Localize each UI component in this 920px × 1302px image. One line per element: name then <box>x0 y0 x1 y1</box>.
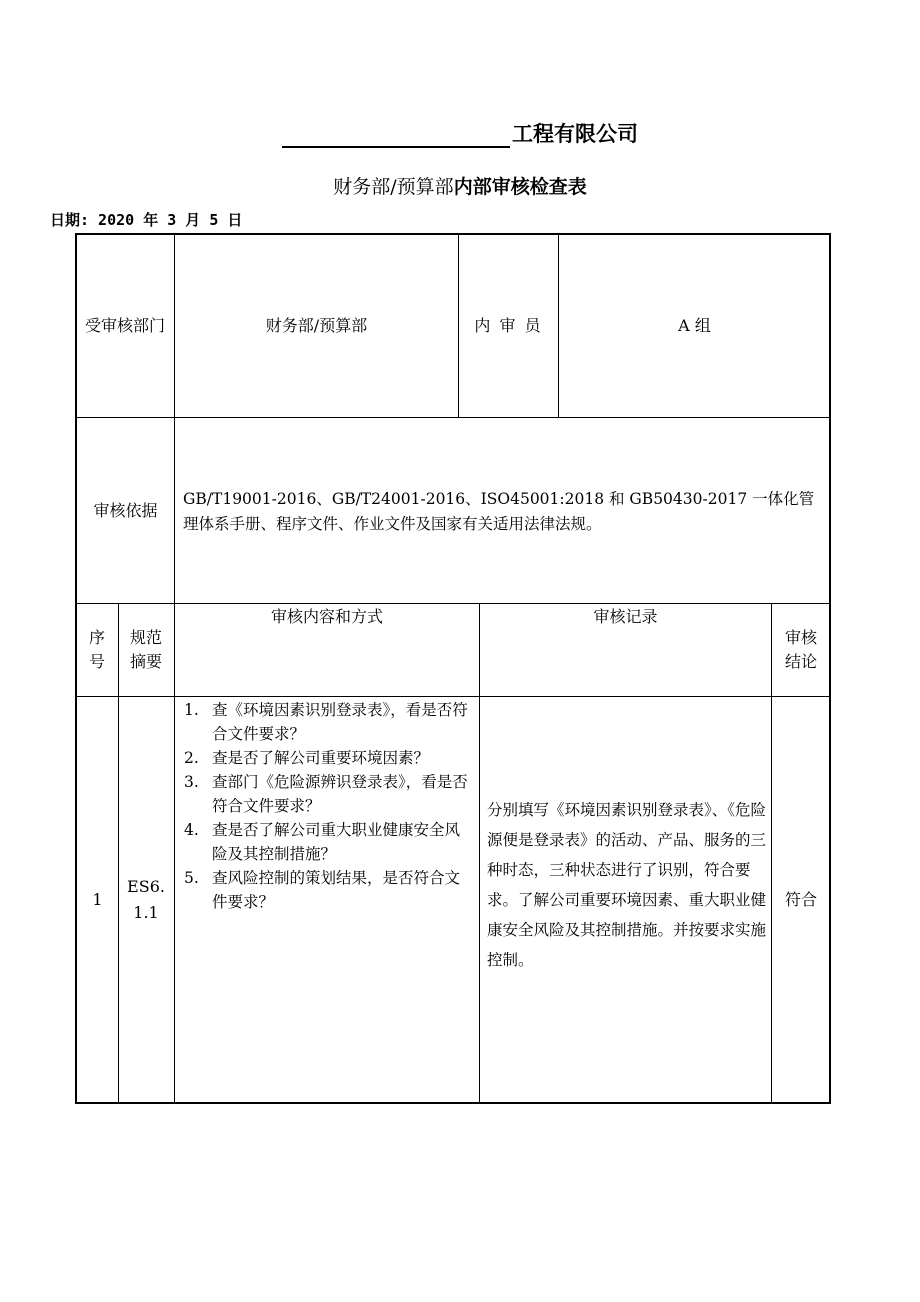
auditor-label: 内 审 员 <box>474 315 543 335</box>
company-title <box>0 118 920 148</box>
audit-date: 日期: 2020 年 3 月 5 日 <box>50 211 243 229</box>
item-number: 2. <box>184 749 199 767</box>
header-conclusion: 审核结论 <box>784 628 817 671</box>
company-suffix: 工程有限公司 <box>512 122 638 146</box>
rule-header-bottom <box>76 696 830 697</box>
rule-seq-col <box>118 603 119 1103</box>
header-content: 审核内容和方式 <box>270 607 383 626</box>
basis-label: 审核依据 <box>93 500 158 520</box>
list-item <box>180 698 472 746</box>
auditor-value: A 组 <box>678 315 711 335</box>
item-text: 查部门《危险源辨识登录表》，看是否符合文件要求？ <box>212 773 468 815</box>
list-item <box>180 770 472 818</box>
list-item <box>180 866 472 914</box>
dept-label: 受审核部门 <box>84 315 165 335</box>
row-seq: 1 <box>92 890 103 909</box>
rule-content-col <box>479 603 480 1103</box>
rule-clause-col <box>174 603 175 1103</box>
item-number: 5. <box>184 869 199 887</box>
item-number: 4. <box>184 821 199 839</box>
header-clause: 规范摘要 <box>129 628 162 671</box>
item-number: 1. <box>184 701 199 719</box>
list-item <box>180 818 472 866</box>
basis-text: GB/T19001-2016、GB/T24001-2016、ISO45001:2018 和 GB50430-2017 一体化管理体系手册、程序文件、作业文件及国家有关适用法律法规。 <box>183 490 815 533</box>
form-title-dept: 财务部/预算部 <box>333 176 454 198</box>
dept-value: 财务部/预算部 <box>265 315 368 335</box>
rule-info-bottom <box>76 417 830 418</box>
conclusion-value: 符合 <box>784 890 817 909</box>
item-text: 查是否了解公司重大职业健康安全风险及其控制措施？ <box>212 821 461 863</box>
audit-record: 分别填写《环境因素识别登录表》、《危险源便是登录表》的活动、产品、服务的三种时态，三种状态进行了识别，符合要求。了解公司重要环境因素、重大职业健康安全风险及其控制措施。并按要求实施控制。 <box>487 801 767 969</box>
header-seq: 序号 <box>88 628 105 671</box>
form-title-name: 内部审核检查表 <box>453 176 587 198</box>
item-text: 查《环境因素识别登录表》，看是否符合文件要求？ <box>212 701 468 743</box>
item-number: 3. <box>184 773 199 791</box>
form-title <box>0 172 920 199</box>
row-clause: ES6.1.1 <box>127 877 165 922</box>
item-text: 查是否了解公司重要环境因素？ <box>212 749 430 767</box>
header-record: 审核记录 <box>593 607 658 626</box>
audit-items-list <box>180 698 472 914</box>
item-text: 查风险控制的策划结果，是否符合文件要求？ <box>212 869 461 911</box>
company-name-blank <box>282 118 510 148</box>
list-item <box>180 746 472 770</box>
